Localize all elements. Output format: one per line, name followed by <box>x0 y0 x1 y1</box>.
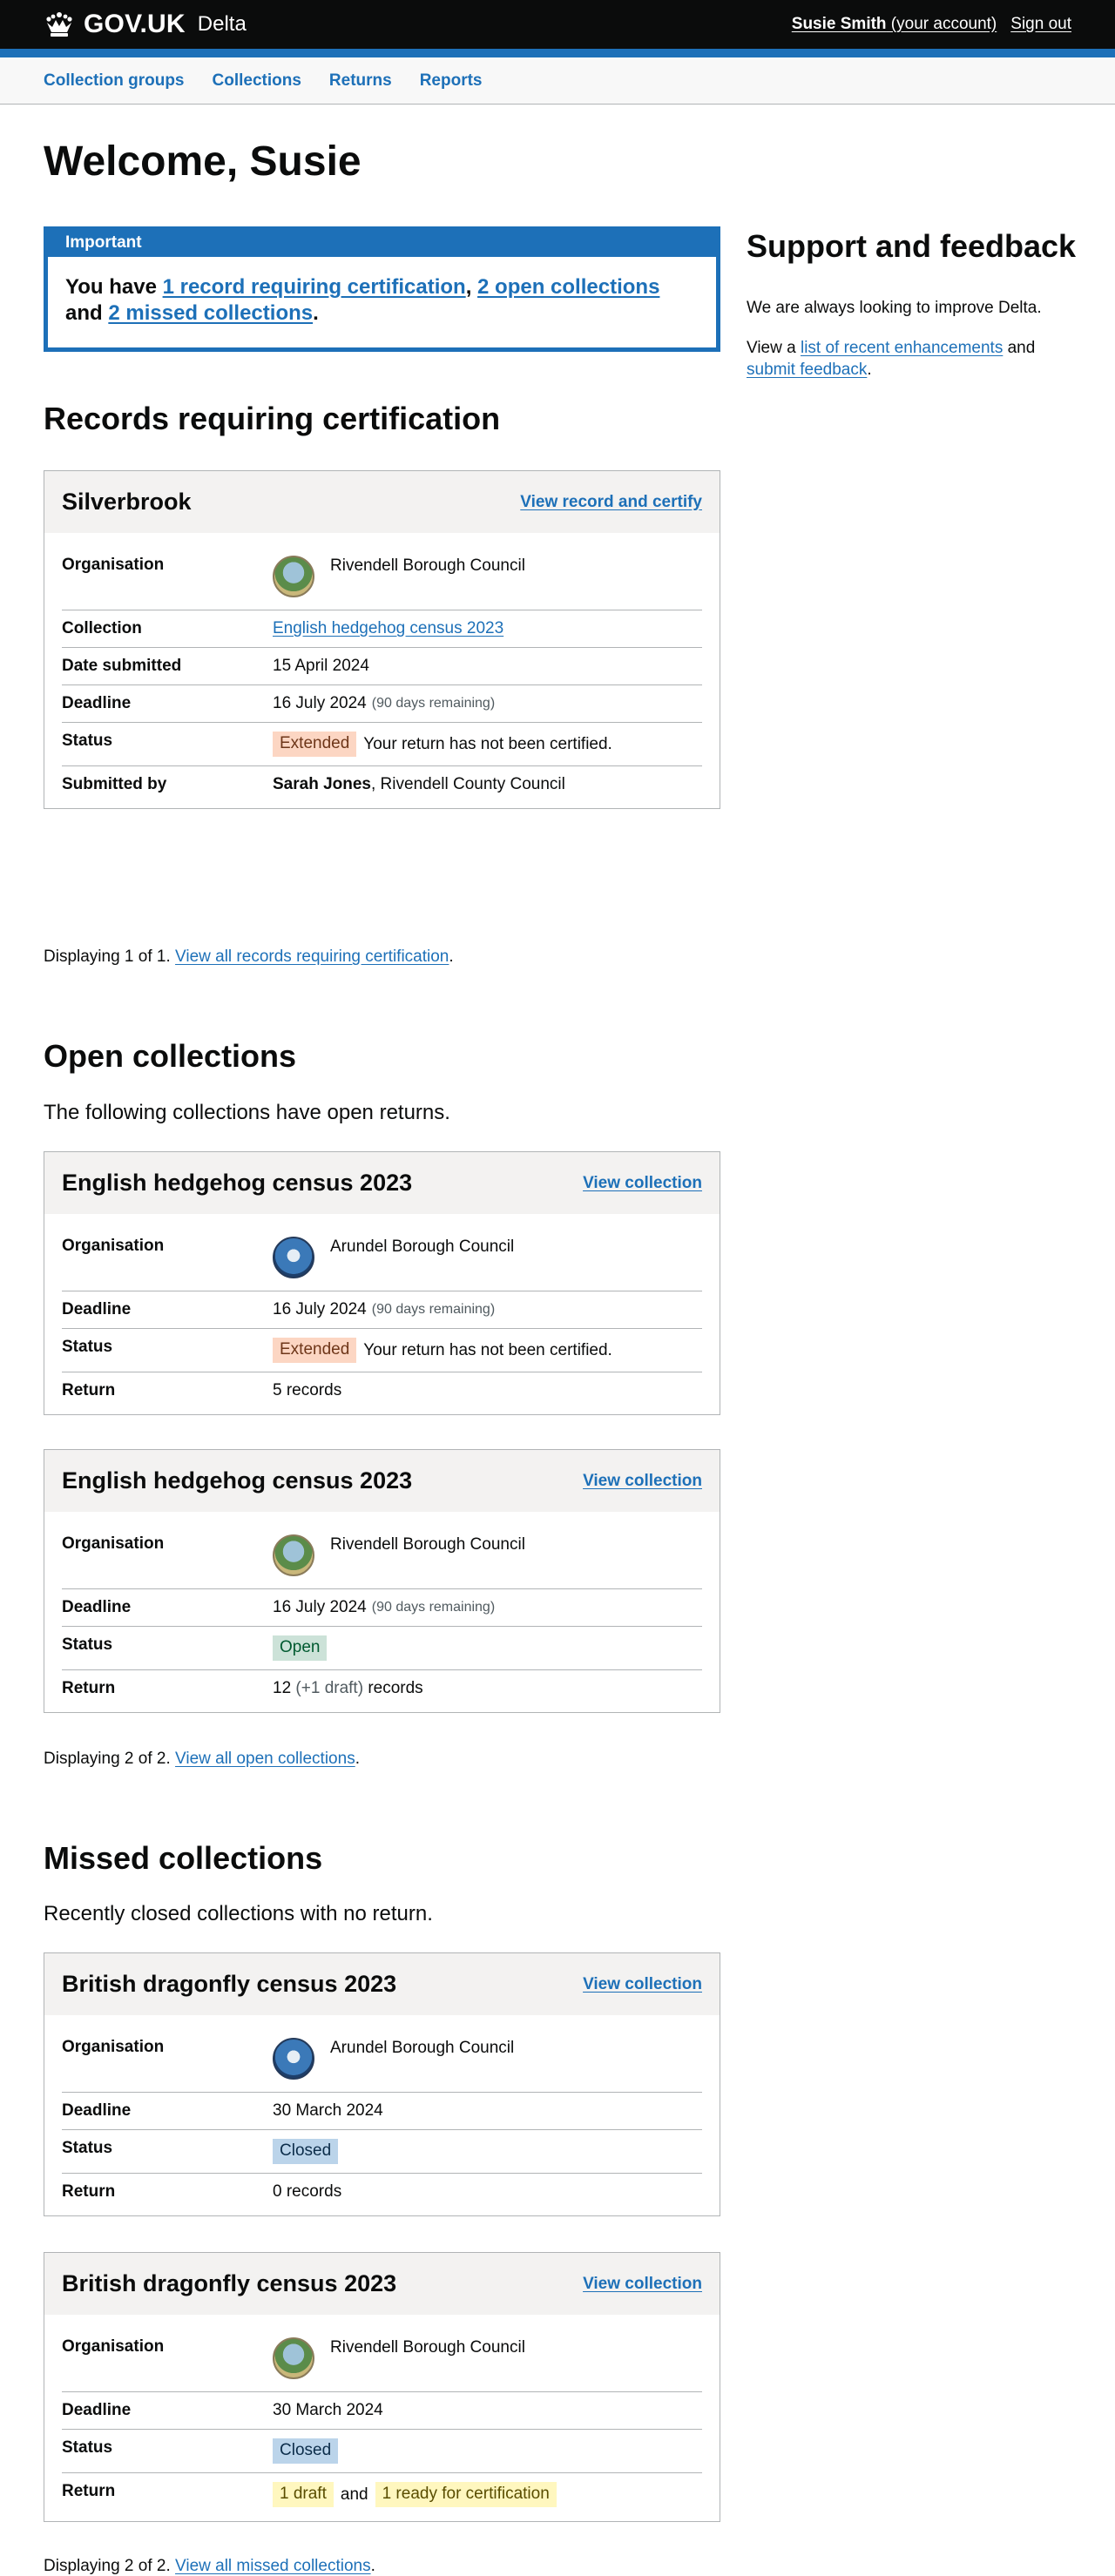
enhancements-link[interactable]: list of recent enhancements <box>800 339 1004 357</box>
value-return: 0 records <box>273 2182 342 2201</box>
value-status <box>273 2430 702 2472</box>
feedback-link[interactable]: submit feedback <box>747 360 868 379</box>
deadline-note: (90 days remaining) <box>371 1302 496 1317</box>
organisation-name: Arundel Borough Council <box>330 1237 515 1256</box>
support-prefix: View a <box>747 339 801 357</box>
support-period: . <box>867 360 872 379</box>
value-deadline <box>273 685 702 722</box>
value-status <box>273 1627 702 1669</box>
missed-section-title: Missed collections <box>44 1840 323 1876</box>
missed-display-count <box>44 2557 375 2576</box>
value-return <box>273 2473 702 2516</box>
value-submitted-by <box>273 766 702 803</box>
status-badge: Extended <box>273 1338 356 1363</box>
account-suffix: (your account) <box>886 15 997 33</box>
key-status: Status <box>62 1635 113 1654</box>
key-return: Return <box>62 2482 116 2500</box>
row-return <box>62 1372 702 1409</box>
row-collection <box>62 610 702 648</box>
card-title: British dragonfly census 2023 <box>62 2270 397 2296</box>
brand[interactable] <box>44 10 247 39</box>
banner-body <box>48 257 716 327</box>
value-date-submitted: 15 April 2024 <box>273 657 369 675</box>
banner-missed-link[interactable]: 2 missed collections <box>108 301 314 325</box>
nav-collection-groups[interactable]: Collection groups <box>44 71 185 90</box>
certification-section-title: Records requiring certification <box>44 401 501 436</box>
status-badge: Closed <box>273 2139 338 2164</box>
site-header <box>0 0 1115 57</box>
view-collection-link[interactable]: View collection <box>583 1173 702 1192</box>
status-badge: Closed <box>273 2438 338 2464</box>
council-crest-icon <box>273 1237 314 1278</box>
banner-period: . <box>313 301 319 325</box>
key-organisation: Organisation <box>62 1534 165 1553</box>
ready-badge: 1 ready for certification <box>375 2482 557 2507</box>
open-lead: The following collections have open returns. <box>44 1101 450 1124</box>
value-deadline <box>273 1291 702 1328</box>
value-organisation <box>273 2020 702 2092</box>
open-section-title: Open collections <box>44 1038 297 1074</box>
row-organisation <box>62 2320 702 2392</box>
certification-card <box>44 470 720 809</box>
value-return <box>273 1670 702 1707</box>
important-banner <box>44 226 720 352</box>
summary-list <box>44 533 720 808</box>
missed-lead: Recently closed collections with no return. <box>44 1902 433 1925</box>
view-all-certification-link[interactable]: View all records requiring certification <box>175 947 449 966</box>
summary-list <box>44 1214 720 1414</box>
banner-and: and <box>65 301 109 325</box>
card-header <box>44 2253 720 2315</box>
key-deadline: Deadline <box>62 2401 132 2419</box>
row-deadline <box>62 1589 702 1627</box>
council-crest-icon <box>273 2337 314 2379</box>
key-return: Return <box>62 1381 116 1399</box>
row-organisation <box>62 538 702 610</box>
view-collection-link[interactable]: View collection <box>583 2274 702 2293</box>
key-deadline: Deadline <box>62 1300 132 1318</box>
key-collection: Collection <box>62 619 142 637</box>
council-crest-icon <box>273 1534 314 1576</box>
nav-returns[interactable]: Returns <box>328 71 392 90</box>
row-organisation <box>62 2020 702 2093</box>
deadline-date: 16 July 2024 <box>273 1598 367 1616</box>
display-period: . <box>355 1750 360 1768</box>
view-all-missed-link[interactable]: View all missed collections <box>175 2557 371 2575</box>
display-text: Displaying 2 of 2. <box>44 2557 176 2575</box>
deadline-note: (90 days remaining) <box>371 1600 496 1615</box>
summary-list <box>44 1512 720 1712</box>
status-text: Your return has not been certified. <box>363 1340 612 1359</box>
summary-list <box>44 2315 720 2521</box>
submitter-name: Sarah Jones <box>273 775 371 793</box>
missed-collection-card <box>44 1952 720 2216</box>
card-header <box>44 471 720 533</box>
organisation-name: Rivendell Borough Council <box>330 1535 525 1554</box>
key-deadline: Deadline <box>62 1598 132 1616</box>
return-and: and <box>340 2485 368 2504</box>
value-organisation <box>273 2320 702 2391</box>
govuk-logotype: GOV.UK <box>84 10 186 38</box>
card-title: English hedgehog census 2023 <box>62 1170 413 1196</box>
support-title: Support and feedback <box>747 228 1077 264</box>
header-inner <box>44 0 1071 49</box>
key-date-submitted: Date submitted <box>62 657 182 675</box>
card-header <box>44 1152 720 1214</box>
user-name: Susie Smith <box>791 15 887 33</box>
banner-title: Important <box>48 231 716 257</box>
value-organisation <box>273 1219 702 1291</box>
key-deadline: Deadline <box>62 2101 132 2120</box>
card-header <box>44 1450 720 1512</box>
nav-collections[interactable]: Collections <box>212 71 301 90</box>
display-period: . <box>370 2557 375 2575</box>
card-title: English hedgehog census 2023 <box>62 1467 413 1494</box>
open-display-count <box>44 1750 360 1769</box>
row-status <box>62 2430 702 2473</box>
value-return: 5 records <box>273 1381 342 1399</box>
draft-badge: 1 draft <box>273 2482 334 2507</box>
key-return: Return <box>62 1679 116 1697</box>
open-collection-card <box>44 1449 720 1713</box>
missed-collection-card <box>44 2252 720 2522</box>
value-status <box>273 1329 702 1372</box>
crown-icon <box>44 11 75 37</box>
row-date-submitted <box>62 648 702 685</box>
display-text: Displaying 2 of 2. <box>44 1750 176 1768</box>
row-deadline <box>62 685 702 723</box>
key-status: Status <box>62 1338 113 1356</box>
view-collection-link[interactable]: View collection <box>583 1471 702 1490</box>
card-title: Silverbrook <box>62 489 192 515</box>
open-collection-card <box>44 1151 720 1415</box>
value-organisation <box>273 538 702 610</box>
nav-reports[interactable]: Reports <box>419 71 483 90</box>
support-links-text <box>747 338 1071 381</box>
collection-link[interactable]: English hedgehog census 2023 <box>273 619 504 637</box>
view-all-open-link[interactable]: View all open collections <box>175 1750 355 1768</box>
support-and: and <box>1003 339 1036 357</box>
page-title: Welcome, Susie <box>44 138 362 185</box>
organisation-name: Rivendell Borough Council <box>330 2338 525 2357</box>
value-deadline: 30 March 2024 <box>273 2101 383 2120</box>
row-deadline <box>62 2093 702 2130</box>
row-return <box>62 2473 702 2516</box>
row-status <box>62 723 702 766</box>
account-area <box>792 15 1071 34</box>
banner-certification-link[interactable]: 1 record requiring certification <box>162 275 466 299</box>
submitter-org: , Rivendell County Council <box>371 775 565 793</box>
support-text: We are always looking to improve Delta. <box>747 299 1042 317</box>
key-organisation: Organisation <box>62 2337 165 2356</box>
key-status: Status <box>62 2438 113 2457</box>
key-organisation: Organisation <box>62 1237 165 1255</box>
banner-you-have: You have <box>65 275 163 299</box>
row-status <box>62 2130 702 2174</box>
row-return <box>62 1670 702 1707</box>
card-title: British dragonfly census 2023 <box>62 1971 397 1997</box>
banner-comma: , <box>465 275 478 299</box>
council-crest-icon <box>273 556 314 597</box>
row-deadline <box>62 2392 702 2430</box>
return-draft: (+1 draft) <box>291 1679 364 1697</box>
value-deadline <box>273 1589 702 1626</box>
council-crest-icon <box>273 2038 314 2080</box>
key-submitted-by: Submitted by <box>62 775 167 793</box>
key-organisation: Organisation <box>62 2038 165 2056</box>
view-record-and-certify-link[interactable]: View record and certify <box>520 492 702 511</box>
deadline-date: 16 July 2024 <box>273 694 367 712</box>
value-collection <box>273 610 702 647</box>
return-suffix: records <box>363 1679 423 1697</box>
sign-out-link[interactable]: Sign out <box>1010 15 1071 33</box>
display-text: Displaying 1 of 1. <box>44 947 176 966</box>
value-status <box>273 2130 702 2173</box>
value-organisation <box>273 1517 702 1588</box>
service-name[interactable]: Delta <box>197 12 247 36</box>
organisation-name: Arundel Borough Council <box>330 2039 515 2057</box>
row-organisation <box>62 1219 702 1291</box>
status-text: Your return has not been certified. <box>363 734 612 753</box>
summary-list <box>44 2015 720 2215</box>
return-count: 12 <box>273 1679 292 1697</box>
deadline-date: 16 July 2024 <box>273 1300 367 1318</box>
certification-display-count <box>44 947 454 967</box>
status-badge: Open <box>273 1635 327 1661</box>
key-organisation: Organisation <box>62 556 165 574</box>
display-period: . <box>449 947 454 966</box>
row-return <box>62 2174 702 2210</box>
your-account-link[interactable] <box>792 15 997 34</box>
organisation-name: Rivendell Borough Council <box>330 556 525 575</box>
row-status <box>62 1627 702 1670</box>
row-organisation <box>62 1517 702 1589</box>
row-status <box>62 1329 702 1372</box>
value-deadline: 30 March 2024 <box>273 2401 383 2419</box>
value-status <box>273 723 702 765</box>
view-collection-link[interactable]: View collection <box>583 1974 702 1993</box>
key-status: Status <box>62 2139 113 2157</box>
card-header <box>44 1953 720 2015</box>
primary-navigation <box>0 57 1115 105</box>
row-deadline <box>62 1291 702 1329</box>
key-status: Status <box>62 732 113 750</box>
key-return: Return <box>62 2182 116 2201</box>
deadline-note: (90 days remaining) <box>371 696 496 711</box>
status-badge: Extended <box>273 732 356 757</box>
banner-open-link[interactable]: 2 open collections <box>477 275 660 299</box>
row-submitted-by <box>62 766 702 803</box>
key-deadline: Deadline <box>62 694 132 712</box>
